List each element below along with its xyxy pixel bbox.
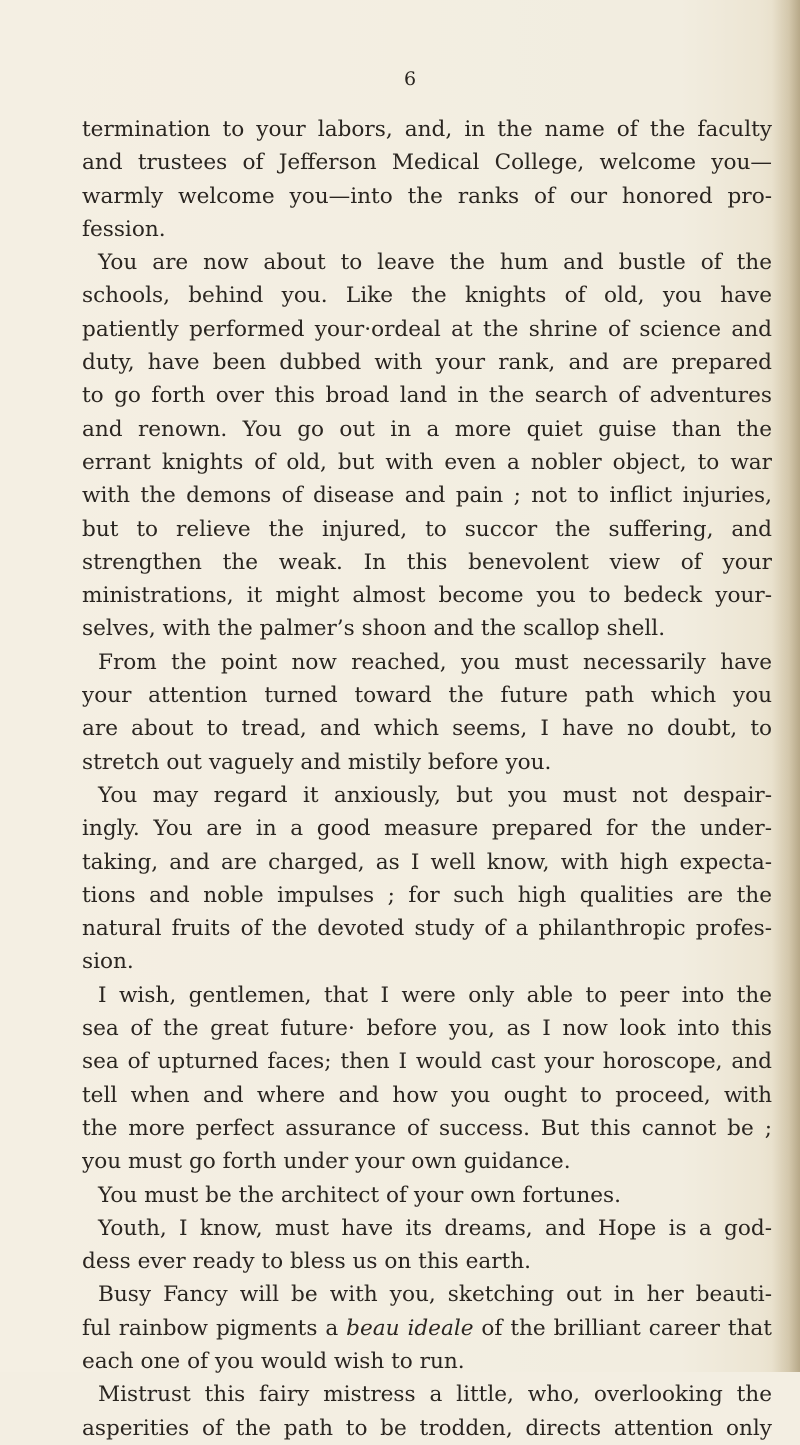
text-line: sea of the great future· before you, as I now look into this	[82, 1016, 772, 1042]
page-edge-shadow	[772, 0, 800, 1372]
text-line: From the point now reached, you must necessarily have	[98, 649, 772, 675]
text-line: natural fruits of the devoted study of a philanthropic profes-	[82, 916, 772, 942]
text-line: Youth, I know, must have its dreams, and Hope is a god-	[98, 1215, 772, 1241]
text-line: selves, with the palmer’s shoon and the scallop shell.	[82, 616, 666, 642]
text-line: to go forth over this broad land in the search of adventures	[82, 383, 772, 409]
text-line: I wish, gentlemen, that I were only able to peer into the	[98, 982, 772, 1008]
text-line: are about to tread, and which seems, I have no doubt, to	[82, 716, 772, 742]
text-line: strengthen the weak. In this benevolent view of your	[82, 549, 772, 575]
text-line: sea of upturned faces; then I would cast your horoscope, and	[82, 1049, 772, 1075]
text-line: patiently performed your·ordeal at the shrine of science and	[82, 316, 772, 342]
text-line: stretch out vaguely and mistily before you.	[82, 749, 552, 775]
text-line: and trustees of Jefferson Medical College, welcome you—	[82, 150, 772, 176]
text-line: You may regard it anxiously, but you must not despair-	[98, 782, 772, 808]
text-line	[82, 1312, 772, 1345]
text-line: warmly welcome you—into the ranks of our honored pro-	[82, 183, 772, 209]
text-line: asperities of the path to be trodden, directs attention only	[82, 1415, 772, 1441]
body-text	[82, 113, 772, 1445]
text-line: each one of you would wish to run.	[82, 1348, 465, 1374]
text-line: tions and noble impulses ; for such high qualities are the	[82, 882, 772, 908]
text-line: dess ever ready to bless us on this earth.	[82, 1249, 531, 1275]
text-line: You must be the architect of your own fortunes.	[98, 1182, 621, 1208]
text-line: You are now about to leave the hum and bustle of the	[98, 250, 772, 276]
text-line: your attention turned toward the future path which you	[82, 683, 772, 709]
text-line: ingly. You are in a good measure prepared for the under-	[82, 816, 772, 842]
text-line: taking, and are charged, as I well know, with high expecta-	[82, 849, 772, 875]
text-line: schools, behind you. Like the knights of old, you have	[82, 283, 772, 309]
text-line: but to relieve the injured, to succor the suffering, and	[82, 516, 772, 542]
text-segment: ful rainbow pigments a	[82, 1315, 347, 1341]
italic-phrase: beau ideale	[346, 1315, 474, 1341]
text-line: Mistrust this fairy mistress a little, who, overlooking the	[98, 1382, 772, 1408]
text-line: you must go forth under your own guidance.	[82, 1149, 571, 1175]
text-line: tell when and where and how you ought to proceed, with	[82, 1082, 772, 1108]
text-line: the more perfect assurance of success. But this cannot be ;	[82, 1115, 772, 1141]
text-line: and renown. You go out in a more quiet guise than the	[82, 416, 772, 442]
text-line: errant knights of old, but with even a nobler object, to war	[82, 449, 772, 475]
text-line: with the demons of disease and pain ; not to inflict injuries,	[82, 483, 772, 509]
text-line: Busy Fancy will be with you, sketching out in her beauti-	[98, 1282, 772, 1308]
text-line: fession.	[82, 216, 166, 242]
text-line: ministrations, it might almost become you to bedeck your-	[82, 583, 772, 609]
text-segment: of the brilliant career that	[473, 1315, 772, 1341]
text-line: duty, have been dubbed with your rank, and are prepared	[82, 350, 772, 376]
text-line: sion.	[82, 949, 134, 975]
page-number: 6	[404, 68, 418, 90]
text-line: termination to your labors, and, in the name of the faculty	[82, 117, 772, 142]
